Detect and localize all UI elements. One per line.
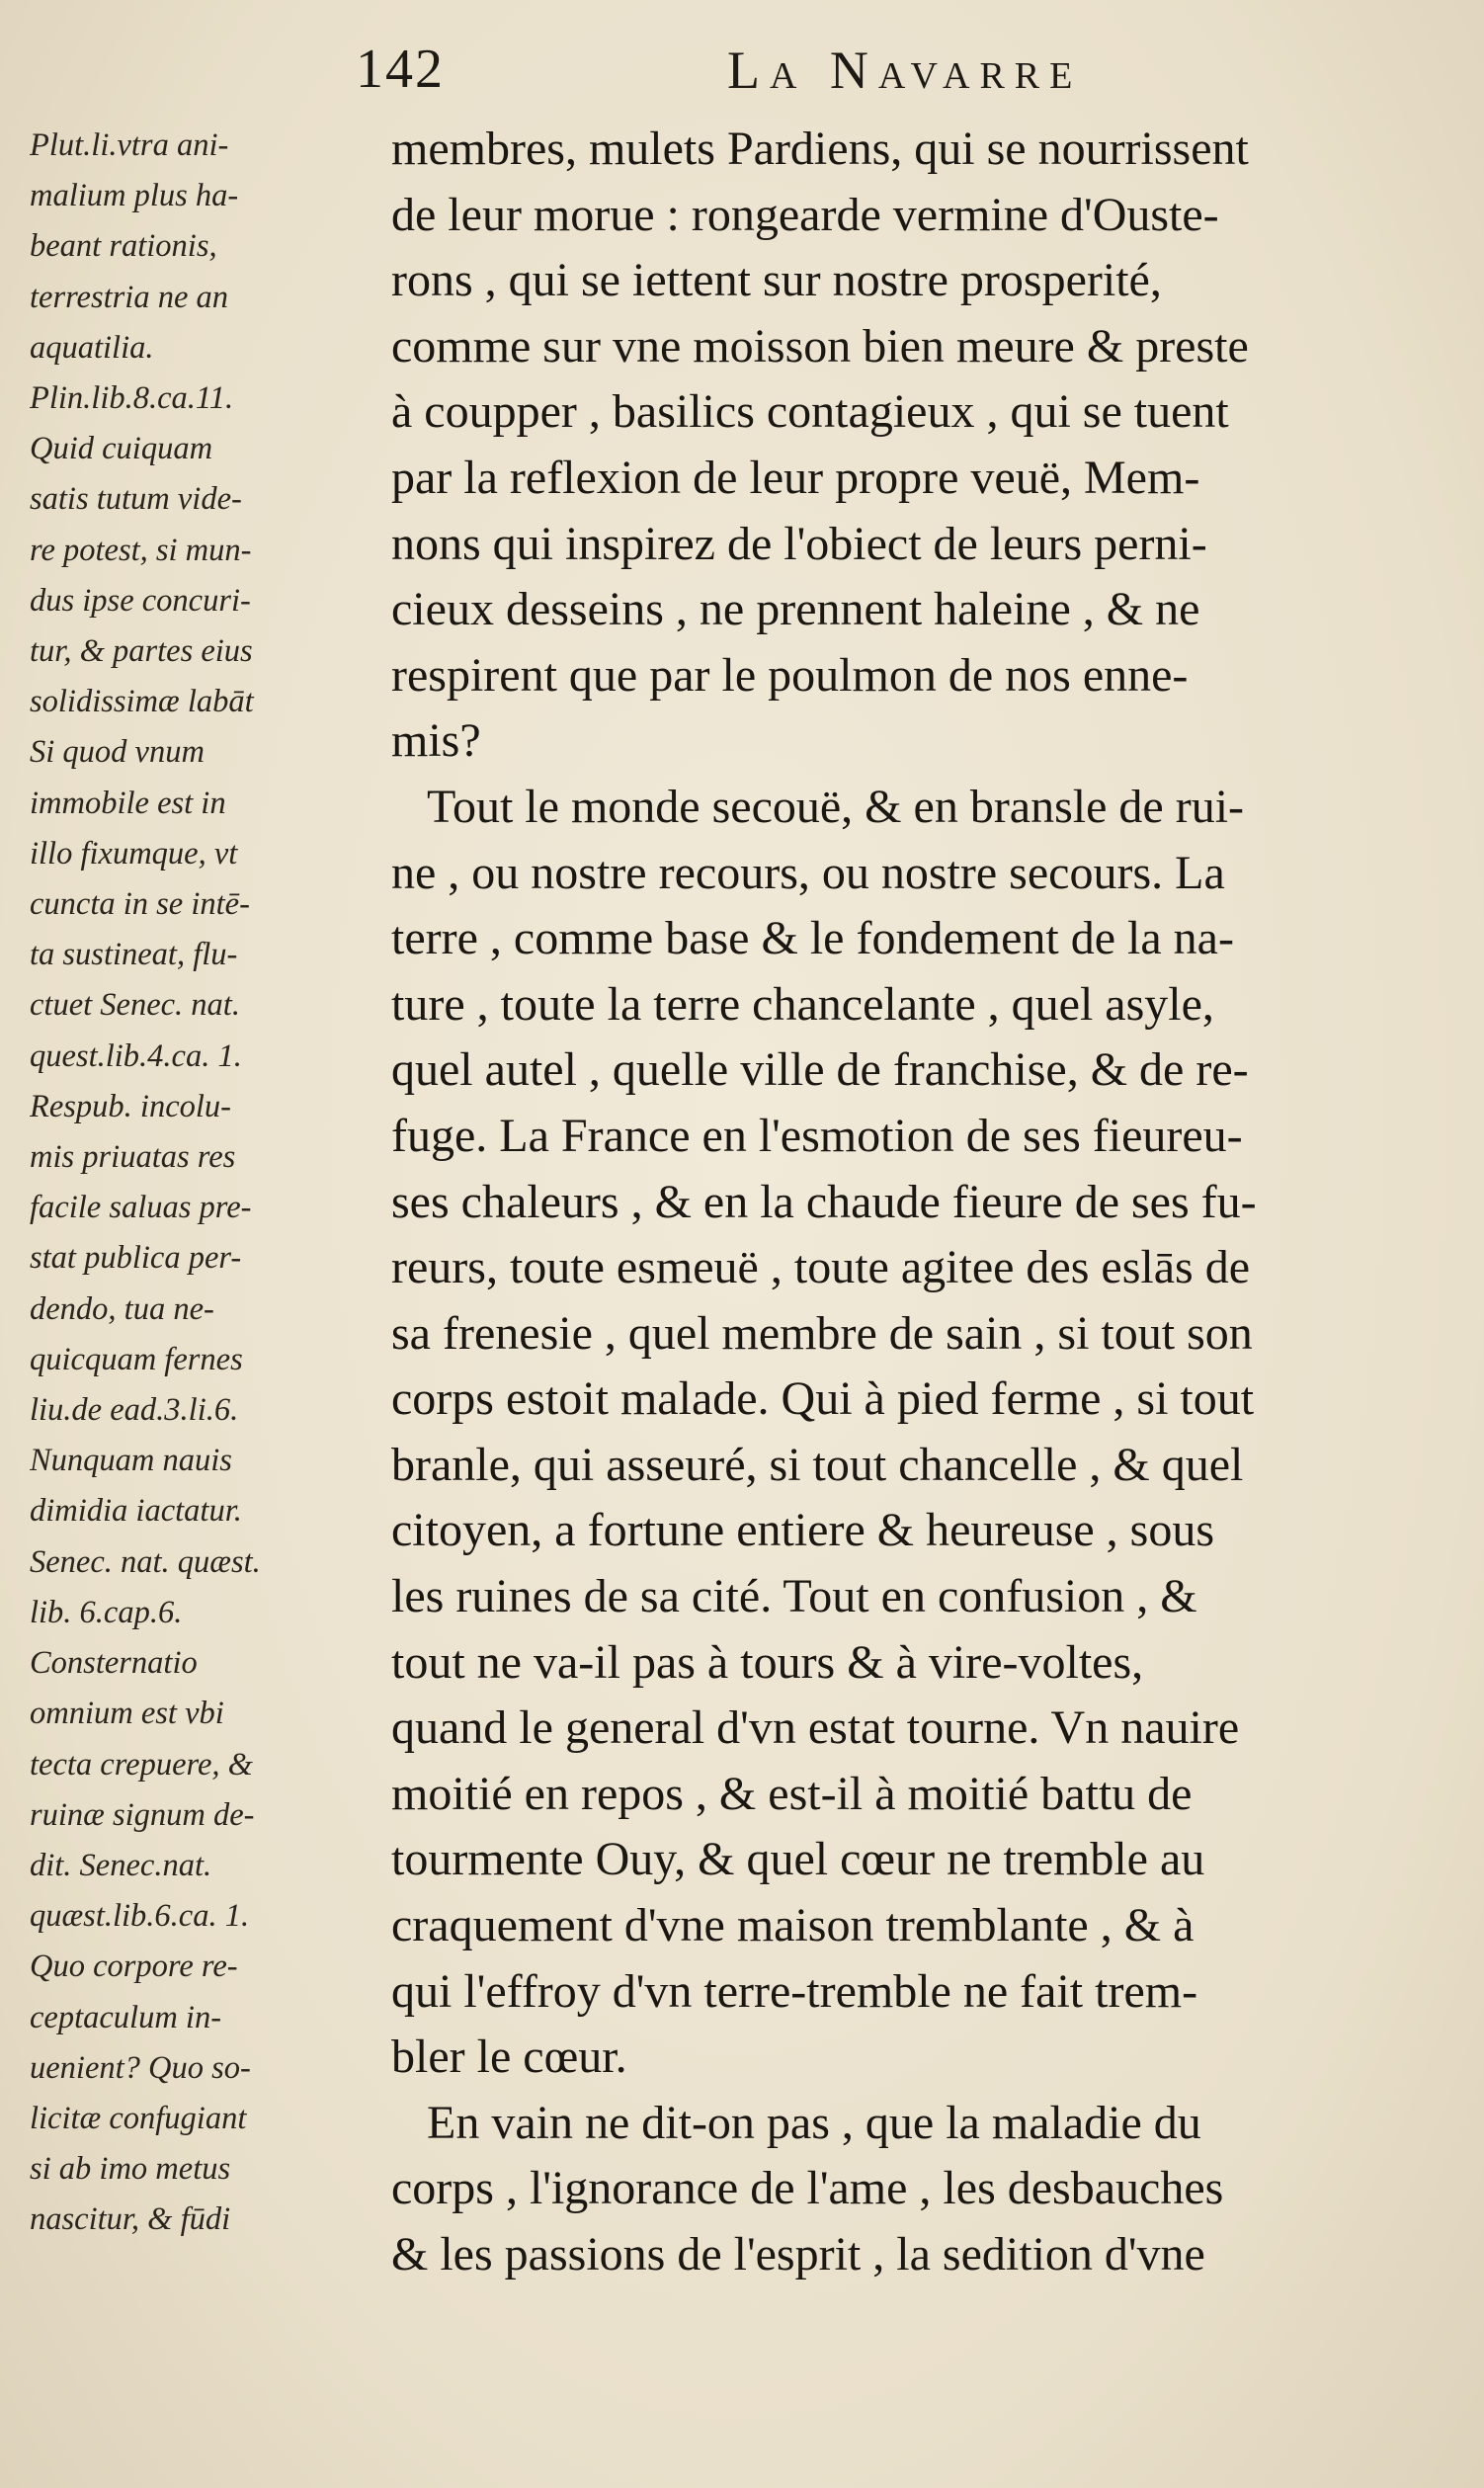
margin-note-line: stat publica per- xyxy=(30,1240,242,1277)
text-line: En vain ne dit-on pas , que la maladie du xyxy=(427,2096,1201,2149)
margin-note-line: tecta crepuere, & xyxy=(30,1746,253,1783)
text-line: respirent que par le poulmon de nos enne- xyxy=(391,648,1189,702)
margin-note-line: quest.lib.4.ca. 1. xyxy=(30,1037,242,1074)
text-line: membres, mulets Pardiens, qui se nourrissent xyxy=(391,123,1249,175)
margin-note-line: re potest, si mun- xyxy=(30,532,252,568)
margin-note-line: malium plus ha- xyxy=(30,178,239,214)
margin-note-line: Nunquam nauis xyxy=(30,1443,232,1479)
margin-note-line: satis tutum vide- xyxy=(30,481,242,518)
text-line: bler le cœur. xyxy=(391,2031,627,2084)
margin-note-line: Consternatio xyxy=(30,1645,198,1682)
text-line: rons , qui se iettent sur nostre prosperité, xyxy=(391,254,1162,307)
margin-note-line: si ab imo metus xyxy=(30,2151,231,2188)
text-line: comme sur vne moisson bien meure & preste xyxy=(391,319,1249,373)
margin-note-line: Si quod vnum xyxy=(30,734,205,771)
margin-note-line: Senec. nat. quæst. xyxy=(30,1543,261,1580)
text-line: à coupper , basilics contagieux , qui se tuent xyxy=(391,385,1229,439)
text-line: terre , comme base & le fondement de la na- xyxy=(391,912,1234,965)
text-line: & les passions de l'esprit , la sedition d'vne xyxy=(391,2228,1205,2281)
text-line: ses chaleurs , & en la chaude fieure de ses fu- xyxy=(391,1175,1257,1228)
main-text xyxy=(391,117,1419,2288)
margin-note-line: ctuet Senec. nat. xyxy=(30,987,240,1024)
text-line: craquement d'vne maison tremblante , & à xyxy=(391,1899,1195,1952)
margin-note-line: quæst.lib.6.ca. 1. xyxy=(30,1898,250,1935)
margin-note-line: dendo, tua ne- xyxy=(30,1290,214,1327)
margin-note-line: Plut.li.vtra ani- xyxy=(30,127,229,163)
text-line: mis? xyxy=(391,714,481,768)
text-line: tout ne va-il pas à tours & à vire-voltes, xyxy=(391,1635,1144,1689)
margin-note-line: quicquam fernes xyxy=(30,1341,243,1377)
margin-note-line: Respub. incolu- xyxy=(30,1088,231,1124)
margin-note-line: uenient? Quo so- xyxy=(30,2049,251,2086)
text-line: de leur morue : rongearde vermine d'Ouste- xyxy=(391,188,1219,241)
text-line: fuge. La France en l'esmotion de ses fieureu- xyxy=(391,1109,1243,1162)
text-line: nons qui inspirez de l'obiect de leurs perni- xyxy=(391,517,1207,570)
margin-note-line: illo fixumque, vt xyxy=(30,835,238,871)
text-line: branle, qui asseuré, si tout chancelle , & quel xyxy=(391,1438,1244,1491)
margin-note-line: dit. Senec.nat. xyxy=(30,1847,212,1883)
margin-note-line: Quid cuiquam xyxy=(30,431,213,467)
text-line: reurs, toute esmeuë , toute agitee des eslās de xyxy=(391,1241,1251,1294)
margin-note-line: immobile est in xyxy=(30,785,226,821)
margin-note-line: licitæ confugiant xyxy=(30,2100,247,2136)
text-line: sa frenesie , quel membre de sain , si tout son xyxy=(391,1306,1253,1360)
margin-note-line: Plin.lib.8.ca.11. xyxy=(30,380,234,417)
text-line: Tout le monde secouë, & en bransle de rui- xyxy=(427,780,1245,833)
page-number: 142 xyxy=(356,39,445,100)
margin-notes xyxy=(30,121,366,2246)
margin-note-line: facile saluas pre- xyxy=(30,1190,252,1226)
text-line: par la reflexion de leur propre veuë, Mem- xyxy=(391,451,1200,504)
margin-note-line: tur, & partes eius xyxy=(30,633,253,670)
text-line: les ruines de sa cité. Tout en confusion , & xyxy=(391,1570,1197,1623)
text-line: quel autel , quelle ville de franchise, & de re- xyxy=(391,1043,1249,1097)
margin-note-line: cuncta in se intē- xyxy=(30,886,250,923)
margin-note-line: Quo corpore re- xyxy=(30,1949,238,1985)
text-line: corps , l'ignorance de l'ame , les desbauches xyxy=(391,2162,1224,2215)
text-line: ne , ou nostre recours, ou nostre secours. La xyxy=(391,846,1225,899)
text-line: quand le general d'vn estat tourne. Vn nauire xyxy=(391,1701,1240,1755)
margin-note-line: liu.de ead.3.li.6. xyxy=(30,1392,239,1429)
text-line: ture , toute la terre chancelante , quel asyle, xyxy=(391,977,1214,1031)
margin-note-line: lib. 6.cap.6. xyxy=(30,1594,183,1630)
text-line: moitié en repos , & est-il à moitié battu de xyxy=(391,1767,1193,1820)
page-header xyxy=(356,38,1205,107)
margin-note-line: terrestria ne an xyxy=(30,279,228,315)
margin-note-line: solidissimæ labāt xyxy=(30,684,254,720)
margin-note-line: ceptaculum in- xyxy=(30,1999,222,2035)
text-line: cieux desseins , ne prennent haleine , & ne xyxy=(391,583,1200,636)
margin-note-line: dimidia iactatur. xyxy=(30,1493,242,1530)
running-title: La Navarre xyxy=(727,41,1083,100)
margin-note-line: mis priuatas res xyxy=(30,1139,236,1176)
text-line: citoyen, a fortune entiere & heureuse , sous xyxy=(391,1504,1215,1557)
margin-note-line: aquatilia. xyxy=(30,329,154,366)
margin-note-line: nascitur, & fūdi xyxy=(30,2201,231,2238)
margin-note-line: ta sustineat, flu- xyxy=(30,937,238,973)
text-line: qui l'effroy d'vn terre-tremble ne fait trem- xyxy=(391,1964,1198,2018)
margin-note-line: beant rationis, xyxy=(30,228,217,265)
text-line: tourmente Ouy, & quel cœur ne tremble au xyxy=(391,1833,1205,1886)
margin-note-line: dus ipse concuri- xyxy=(30,582,251,619)
margin-note-line: omnium est vbi xyxy=(30,1696,224,1732)
text-line: corps estoit malade. Qui à pied ferme , si tout xyxy=(391,1372,1255,1426)
margin-note-line: ruinæ signum de- xyxy=(30,1796,255,1833)
